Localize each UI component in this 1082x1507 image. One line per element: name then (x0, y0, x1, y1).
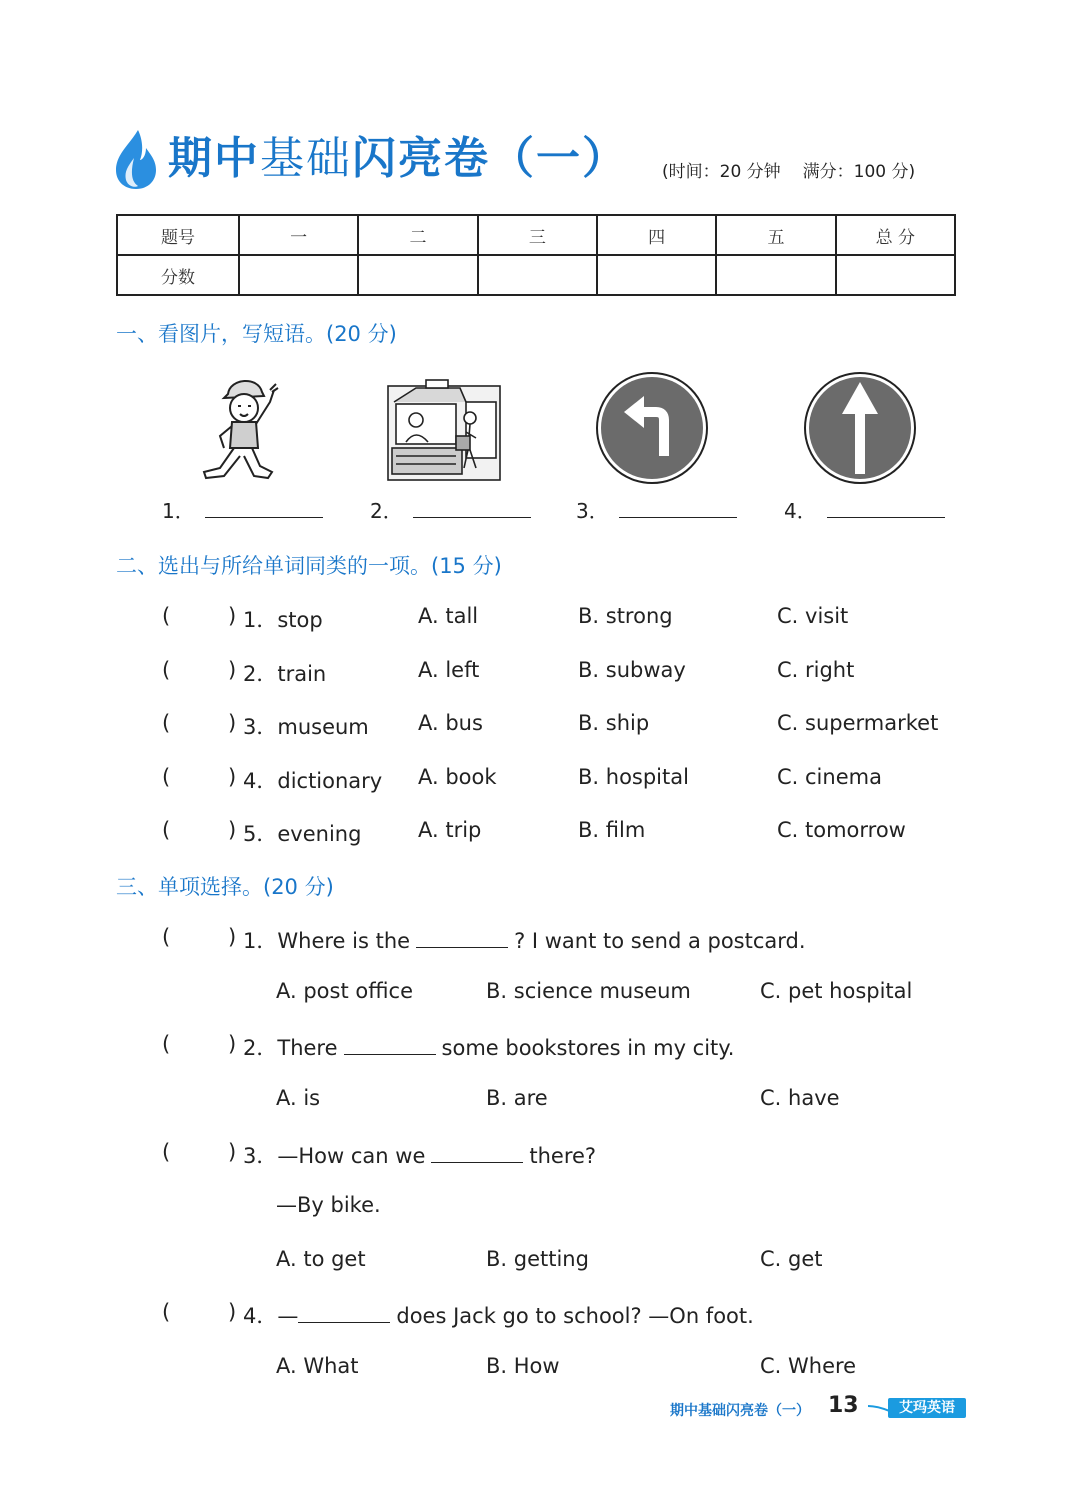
page-number: 13 (828, 1393, 859, 1418)
fill-blank[interactable] (431, 1142, 523, 1163)
answer-paren-right: ) (228, 1140, 237, 1164)
answer-paren-left[interactable]: ( (162, 1032, 171, 1056)
answer-paren-left[interactable]: ( (162, 925, 171, 949)
item-number: 4． (784, 499, 817, 523)
flame-icon (112, 128, 160, 190)
option-b: B. strong (578, 604, 673, 628)
table-cell: 四 (597, 215, 716, 255)
option-b: B. subway (578, 658, 686, 682)
option-b: B. ship (578, 711, 650, 735)
brand-badge: 艾玛英语 (888, 1398, 966, 1418)
score-table (116, 214, 956, 296)
exam-meta (662, 157, 937, 182)
table-row (117, 255, 955, 295)
option-c: C. get (760, 1247, 823, 1271)
answer-paren-left[interactable]: ( (162, 818, 171, 842)
table-cell: 总 分 (836, 215, 955, 255)
answer-paren-right: ) (228, 925, 237, 949)
fill-blank[interactable] (416, 927, 508, 948)
answer-paren-right: ) (228, 658, 237, 682)
question-word: 3．museum (243, 715, 369, 739)
answer-paren-left[interactable]: ( (162, 1300, 171, 1324)
question-word: 1．stop (243, 608, 323, 632)
question-word: 4．dictionary (243, 769, 383, 793)
answer-paren-left[interactable]: ( (162, 604, 171, 628)
score-input-cell[interactable] (597, 255, 716, 295)
table-cell: 五 (716, 215, 835, 255)
option-c: C. cinema (777, 765, 882, 789)
table-cell: 二 (358, 215, 477, 255)
question-stem: 1．Where is the ? I want to send a postcard. (243, 929, 806, 953)
option-a: A. left (418, 658, 480, 682)
answer-blank-4[interactable] (784, 495, 945, 524)
item-number: 3． (576, 499, 609, 523)
score-input-cell[interactable] (239, 255, 358, 295)
question-word: 2．train (243, 662, 327, 686)
score-input-cell[interactable] (358, 255, 477, 295)
option-b: B. science museum (486, 979, 691, 1003)
answer-paren-right: ) (228, 818, 237, 842)
option-c: C. have (760, 1086, 840, 1110)
option-c: C. visit (777, 604, 849, 628)
table-cell: 一 (239, 215, 358, 255)
answer-paren-left[interactable]: ( (162, 711, 171, 735)
question-word: 5．evening (243, 822, 362, 846)
option-b: B. are (486, 1086, 548, 1110)
section-heading: 三、单项选择。(20 分) (116, 875, 334, 899)
option-b: B. How (486, 1354, 560, 1378)
turn-left-sign-icon (594, 372, 710, 484)
answer-blank-3[interactable] (576, 495, 737, 524)
taxi-scene-icon (386, 372, 502, 484)
option-b: B. getting (486, 1247, 589, 1271)
table-cell: 三 (478, 215, 597, 255)
question-stem: 4．— does Jack go to school? —On foot. (243, 1304, 754, 1328)
item-number: 1． (162, 499, 195, 523)
option-c: C. supermarket (777, 711, 939, 735)
answer-paren-right: ) (228, 1300, 237, 1324)
option-a: A. bus (418, 711, 483, 735)
option-a: A. to get (276, 1247, 366, 1271)
option-a: A. trip (418, 818, 482, 842)
option-a: A. book (418, 765, 497, 789)
item-number: 2． (370, 499, 403, 523)
table-row (117, 215, 955, 255)
dialogue-reply: —By bike. (276, 1193, 381, 1217)
page-title: 期中基础闪亮卷（一） (168, 133, 628, 184)
answer-paren-left[interactable]: ( (162, 658, 171, 682)
option-a: A. tall (418, 604, 479, 628)
option-a: A. What (276, 1354, 359, 1378)
walking-boy-icon (190, 372, 306, 484)
table-cell: 题号 (117, 215, 239, 255)
fill-blank[interactable] (298, 1302, 390, 1323)
answer-blank-1[interactable] (162, 495, 323, 524)
answer-paren-left[interactable]: ( (162, 1140, 171, 1164)
answer-blank-2[interactable] (370, 495, 531, 524)
question-stem: 3．—How can we there? (243, 1144, 597, 1168)
answer-paren-left[interactable]: ( (162, 765, 171, 789)
answer-paren-right: ) (228, 765, 237, 789)
footer-title: 期中基础闪亮卷（一） (670, 1403, 810, 1419)
option-b: B. film (578, 818, 646, 842)
table-cell: 分数 (117, 255, 239, 295)
option-c: C. tomorrow (777, 818, 906, 842)
option-b: B. hospital (578, 765, 689, 789)
answer-paren-right: ) (228, 1032, 237, 1056)
option-a: A. is (276, 1086, 321, 1110)
option-c: C. pet hospital (760, 979, 913, 1003)
fill-blank[interactable] (344, 1034, 436, 1055)
answer-paren-right: ) (228, 604, 237, 628)
full-score: 满分：100 分) (802, 162, 916, 182)
score-input-cell[interactable] (716, 255, 835, 295)
answer-paren-right: ) (228, 711, 237, 735)
option-c: C. right (777, 658, 855, 682)
score-input-cell[interactable] (836, 255, 955, 295)
option-c: C. Where (760, 1354, 857, 1378)
go-straight-sign-icon (802, 372, 918, 484)
time-limit: (时间：20 分钟 (662, 162, 781, 182)
section-heading: 二、选出与所给单词同类的一项。(15 分) (116, 554, 502, 578)
score-input-cell[interactable] (478, 255, 597, 295)
question-stem: 2．There some bookstores in my city. (243, 1036, 735, 1060)
option-a: A. post office (276, 979, 413, 1003)
section-heading: 一、看图片，写短语。(20 分) (116, 322, 397, 346)
